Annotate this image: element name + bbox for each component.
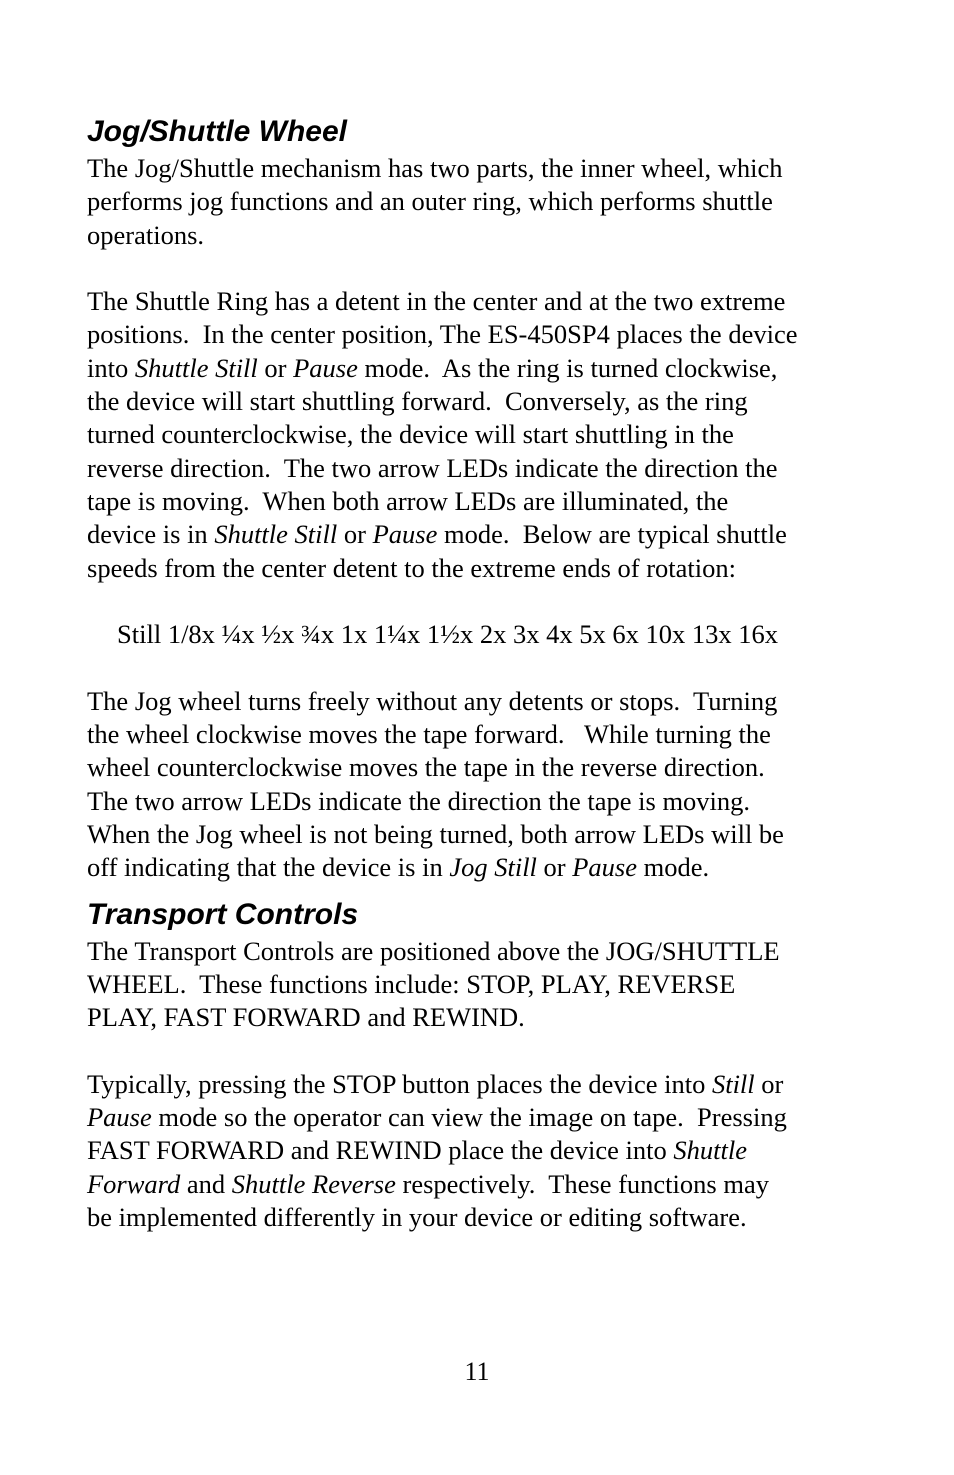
- text-run: The Shuttle Ring has a detent in the center and at the two extreme positions. In the center position, The ES-450SP4 places the device into: [87, 286, 798, 383]
- text-run: or: [337, 519, 373, 550]
- section-heading-transport-controls: Transport Controls: [87, 897, 359, 931]
- paragraph-jog-wheel: [87, 685, 877, 885]
- paragraph-gap: [87, 1034, 877, 1067]
- paragraph-shuttle-ring: [87, 285, 877, 585]
- italic-term: Pause: [87, 1102, 152, 1133]
- shuttle-speeds-list: Still 1/8x ¼x ½x ¾x 1x 1¼x 1½x 2x 3x 4x 5x 6x 10x 13x 16x: [117, 619, 779, 650]
- text-run: Typically, pressing the STOP button places the device into: [87, 1068, 712, 1099]
- text-run: mode. Below are typical shuttle speeds from the center detent to the extreme ends of rotation:: [87, 519, 787, 583]
- italic-term: Pause: [572, 852, 638, 883]
- text-run: or: [257, 352, 294, 383]
- text-run: respectively. These functions may be implemented differently in your device or editing software.: [87, 1168, 769, 1232]
- paragraph-gap: [87, 585, 877, 618]
- italic-term: Shuttle Still: [214, 519, 338, 550]
- text-run: mode.: [637, 852, 710, 883]
- italic-term: Still: [711, 1068, 755, 1099]
- italic-term: Shuttle Still: [134, 352, 258, 383]
- text-run: mode. As the ring is turned clockwise, the device will start shuttling forward. Conversely, as the ring turned counterclockwise, the device will start shuttling in the reverse direction. The two arrow LEDs indicate the direction the tape is moving. When both arrow LEDs are illuminated, the device is in: [87, 352, 778, 550]
- text-run: or: [536, 852, 573, 883]
- text-run: The Jog wheel turns freely without any detents or stops. Turning the wheel clockwise moves the tape forward. While turning the wheel counterclockwise moves the tape in the reverse direction. The two arrow LEDs indicate the direction the tape is moving. When the Jog wheel is not being turned, both arrow LEDs will be off indicating that the device is in: [87, 685, 784, 883]
- paragraph-transport-overview: The Transport Controls are positioned above the JOG/SHUTTLE WHEEL. These functions include: STOP, PLAY, REVERSE PLAY, FAST FORWARD and REWIND.: [87, 935, 780, 1033]
- italic-term: Shuttle Forward: [87, 1135, 747, 1199]
- page-number: 11: [464, 1357, 490, 1386]
- text-run: or: [761, 1068, 784, 1099]
- paragraph-gap: [87, 252, 877, 285]
- italic-term: Shuttle Reverse: [231, 1168, 396, 1199]
- paragraph-gap: [87, 651, 877, 684]
- italic-term: Pause: [372, 519, 438, 550]
- paragraph-transport-behavior: [87, 1068, 877, 1234]
- text-run: mode so the operator can view the image on tape. Pressing FAST FORWARD and REWIND place the device into: [87, 1102, 787, 1166]
- document-page: [87, 112, 877, 1234]
- text-run: and: [180, 1168, 232, 1199]
- section-heading-jog-shuttle: Jog/Shuttle Wheel: [87, 115, 348, 148]
- paragraph-mechanism: The Jog/Shuttle mechanism has two parts, the inner wheel, which performs jog functions and an outer ring, which performs shuttle operations.: [87, 153, 783, 250]
- italic-term: Pause: [293, 352, 358, 383]
- italic-term: Jog Still: [449, 852, 537, 883]
